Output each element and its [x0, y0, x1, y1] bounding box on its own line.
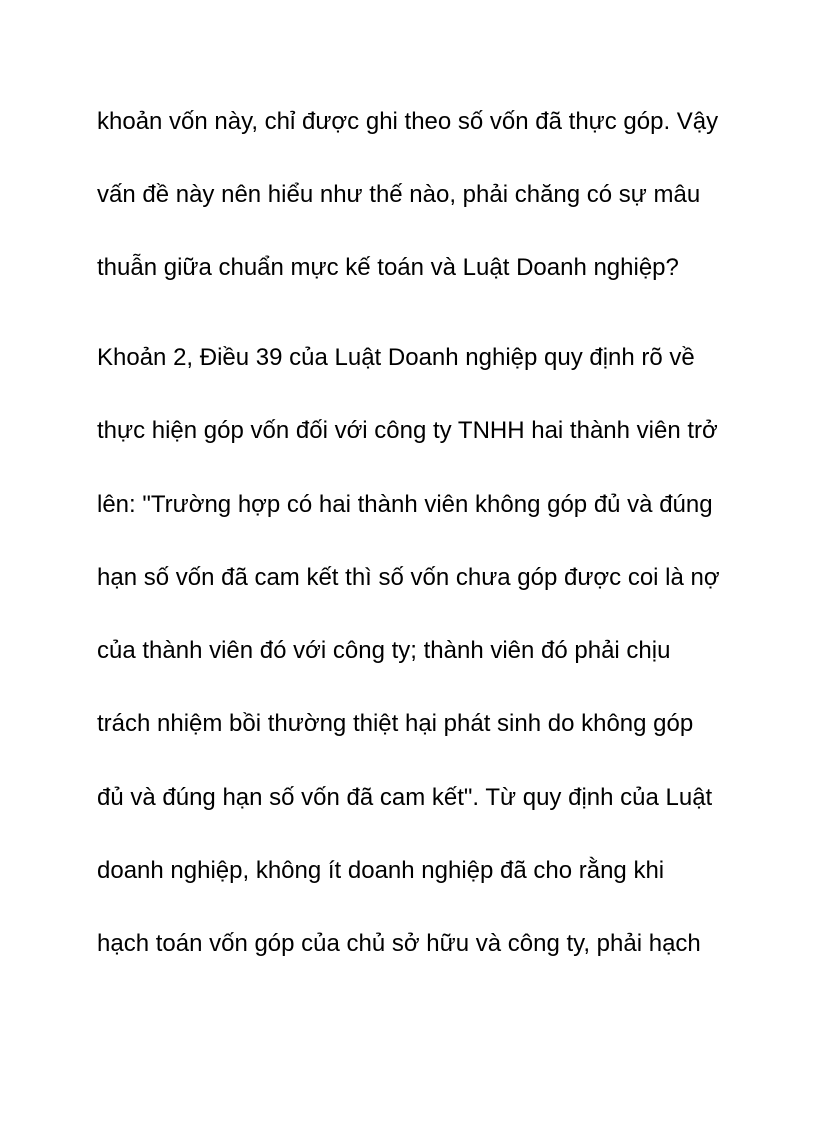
text-line: Khoản 2, Điều 39 của Luật Doanh nghiệp quy định rõ về [97, 344, 695, 371]
text-line: lên: "Trường hợp có hai thành viên không góp đủ và đúng [97, 491, 713, 518]
text-line: đủ và đúng hạn số vốn đã cam kết". Từ quy định của Luật [97, 784, 713, 811]
text-line: doanh nghiệp, không ít doanh nghiệp đã cho rằng khi [97, 857, 665, 884]
text-line: hạn số vốn đã cam kết thì số vốn chưa góp được coi là nợ [97, 564, 720, 591]
text-line: vấn đề này nên hiểu như thế nào, phải chăng có sự mâu [97, 181, 701, 208]
text-line: thuẫn giữa chuẩn mực kế toán và Luật Doanh nghiệp? [97, 254, 679, 281]
text-line: thực hiện góp vốn đối với công ty TNHH hai thành viên trở [97, 417, 718, 444]
text-line: trách nhiệm bồi thường thiệt hại phát sinh do không góp [97, 710, 694, 737]
text-line: hạch toán vốn góp của chủ sở hữu và công ty, phải hạch [97, 930, 701, 957]
text-line: của thành viên đó với công ty; thành viên đó phải chịu [97, 637, 671, 664]
text-line: khoản vốn này, chỉ được ghi theo số vốn đã thực góp. Vậy [97, 108, 719, 135]
